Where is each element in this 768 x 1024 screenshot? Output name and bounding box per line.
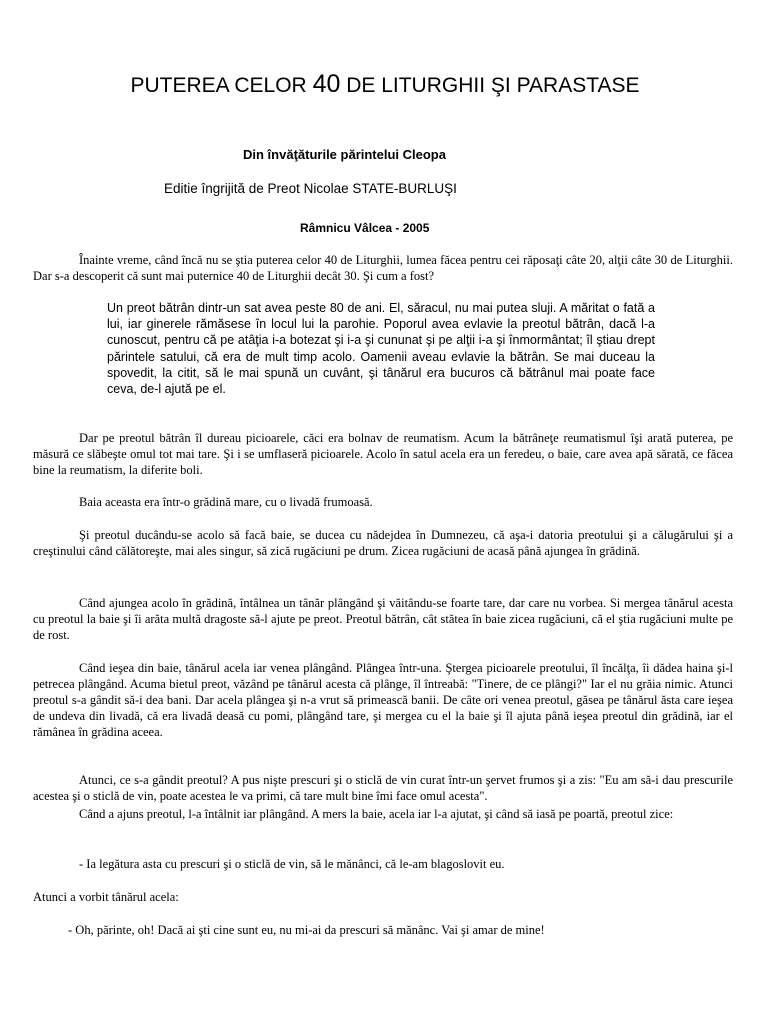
editor-line: Editie îngrijită de Preot Nicolae STATE-BURLUŞI xyxy=(164,181,457,196)
title-part-1: PUTEREA CELOR xyxy=(130,74,313,97)
title-number: 40 xyxy=(312,70,341,98)
paragraph-5: Când ajungea acolo în grădină, întâlnea un tânăr plângând şi văitându-se foarte tare, dar care nu vorbea. Si mergea tânărul acesta cu preotul la baie şi îi arăta multă dragoste să-l ajute pe preot. Preotul bătrân, cât stătea în baie zicea rugăciuni, că el ştia rugăciuni multe pe de rost. xyxy=(33,596,733,642)
paragraph-3: Baia aceasta era într-o grădină mare, cu o livadă frumoasă. xyxy=(79,495,373,509)
paragraph-1: Înainte vreme, când încă nu se ştia puterea celor 40 de Liturghii, lumea făcea pentru cei răposaţi câte 20, alţii câte 30 de Liturghii. Dar s-a descoperit că sunt mai puternice 40 de Liturghii decât 30. Şi cum a fost? xyxy=(33,253,733,283)
paragraph-8: Când a ajuns preotul, l-a întâlnit iar plângând. A mers la baie, acela iar l-a ajutat, şi când să iasă pe poartă, preotul zice: xyxy=(79,807,674,821)
paragraph-11: - Oh, părinte, oh! Dacă ai şti cine sunt eu, nu mi-ai da prescuri să mănânc. Vai şi amar de mine! xyxy=(68,923,545,937)
quoted-block: Un preot bătrân dintr-un sat avea peste 80 de ani. El, săracul, nu mai putea sluji. A măritat o fată a lui, iar ginerele rămăsese în locul lui la parohie. Poporul avea evlavie la preotul bătrân, dacă l-a cunoscut, pentru că pe atâţia i-a botezat şi i-a şi cununat şi pe alţii i-a şi înmormântat; îl ştiau drept părintele satului, că era de mult timp acolo. Oamenii aveau evlavie la bătrân. Se mai duceau la spovedit, la citit, să le mai spună un cuvânt, şi tânărul era bucuros că bătrânul mai poate face ceva, de-l ajută pe el. xyxy=(107,301,655,397)
paragraph-6: Când ieşea din baie, tânărul acela iar venea plângând. Plângea într-una. Ştergea picioarele preotului, îl încălţa, îi dădea haina şi-l petrecea plângând. Acuma bietul preot, văzând pe tânărul acesta că plânge, îl întreabă: "Tinere, de ce plângi?" Iar el nu grăia nimic. Atunci preotul s-a gândit să-i dea bani. Dar acela plângea şi n-a vrut să primească banii. De câte ori venea preotul, găsea pe tânărul ăsta care ieşea de undeva din livadă, că era livadă deasă cu pomi, plângând tare, şi mergea cu el la baie şi îl ajuta până ieşea preotul din grădină, iar el rămânea în grădina aceea. xyxy=(33,661,733,739)
document-subtitle: Din învăţăturile părintelui Cleopa xyxy=(243,147,446,162)
document-title xyxy=(100,70,670,100)
title-part-2: DE LITURGHII ŞI PARASTASE xyxy=(340,74,640,97)
paragraph-2: Dar pe preotul bătrân îl dureau picioarele, căci era bolnav de reumatism. Acum la bătrâneţe reumatismul îşi arată puterea, pe măsură ce slăbeşte omul tot mai tare. Şi i se umflaseră picioarele. Acolo în satul acela era un feredeu, o baie, care avea apă sărată, ce făcea bine la reumatism, la diferite boli. xyxy=(33,431,733,477)
paragraph-4: Şi preotul ducându-se acolo să facă baie, se ducea cu nădejdea în Dumnezeu, că aşa-i datoria preotului şi a călugărului şi a creştinului când călătoreşte, mai ales singur, să zică rugăciuni pe drum. Zicea rugăciuni de acasă până ajungea în grădină. xyxy=(33,528,733,558)
place-year-line: Râmnicu Vâlcea - 2005 xyxy=(300,221,430,235)
paragraph-10: Atunci a vorbit tânărul acela: xyxy=(33,890,179,904)
paragraph-7: Atunci, ce s-a gândit preotul? A pus nişte prescuri şi o sticlă de vin curat într-un şervet frumos şi a zis: "Eu am să-i dau prescurile acestea şi o sticlă de vin, poate acestea le va primi, că tare mult bine îmi face omul acesta". xyxy=(33,773,733,803)
paragraph-9: - Ia legătura asta cu prescuri şi o sticlă de vin, să le mănânci, că le-am blagoslovit eu. xyxy=(79,857,505,871)
